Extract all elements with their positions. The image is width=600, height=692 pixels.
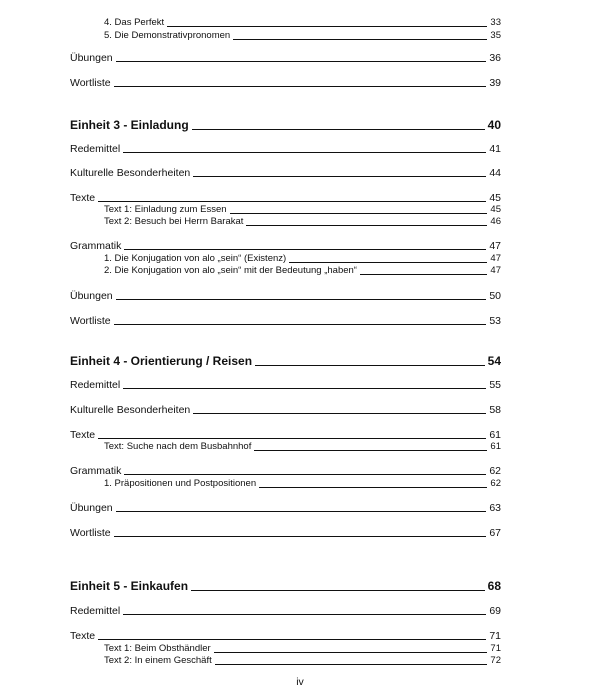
toc-entry: Übungen 63: [70, 502, 501, 514]
toc-unit-heading: Einheit 5 - Einkaufen 68: [70, 579, 501, 593]
toc-entry: Texte 71: [70, 630, 501, 642]
toc-entry: Text 1: Einladung zum Essen 45: [104, 204, 501, 215]
toc-entry: Redemittel 41: [70, 143, 501, 155]
toc-entry: Wortliste 67: [70, 527, 501, 539]
toc-entry: Übungen 50: [70, 290, 501, 302]
toc-entry: Text 2: Besuch bei Herrn Barakat 46: [104, 216, 501, 227]
toc-unit-heading: Einheit 3 - Einladung 40: [70, 118, 501, 132]
toc-entry: 5. Die Demonstrativpronomen 35: [104, 30, 501, 41]
toc-entry: 4. Das Perfekt 33: [104, 17, 501, 28]
toc-entry: 1. Die Konjugation von alo „sein“ (Existenz) 47: [104, 253, 501, 264]
page-number: iv: [296, 676, 304, 688]
toc-unit-heading: Einheit 4 - Orientierung / Reisen 54: [70, 354, 501, 368]
toc-entry: 2. Die Konjugation von alo „sein“ mit der Bedeutung „haben“ 47: [104, 265, 501, 276]
toc-entry: Kulturelle Besonderheiten 44: [70, 167, 501, 179]
toc-entry: 1. Präpositionen und Postpositionen 62: [104, 478, 501, 489]
toc-entry: Redemittel 69: [70, 605, 501, 617]
toc-entry: Redemittel 55: [70, 379, 501, 391]
toc-entry: Text 1: Beim Obsthändler 71: [104, 643, 501, 654]
toc-entry: Text 2: In einem Geschäft 72: [104, 655, 501, 666]
toc-entry: Wortliste 53: [70, 315, 501, 327]
toc-entry: Texte 45: [70, 192, 501, 204]
toc-entry: Wortliste 39: [70, 77, 501, 89]
toc-entry: Übungen 36: [70, 52, 501, 64]
toc-entry: Grammatik 47: [70, 240, 501, 252]
toc-entry: Text: Suche nach dem Busbahnhof 61: [104, 441, 501, 452]
toc-entry: Texte 61: [70, 429, 501, 441]
toc-entry: Grammatik 62: [70, 465, 501, 477]
toc-entry: Kulturelle Besonderheiten 58: [70, 404, 501, 416]
